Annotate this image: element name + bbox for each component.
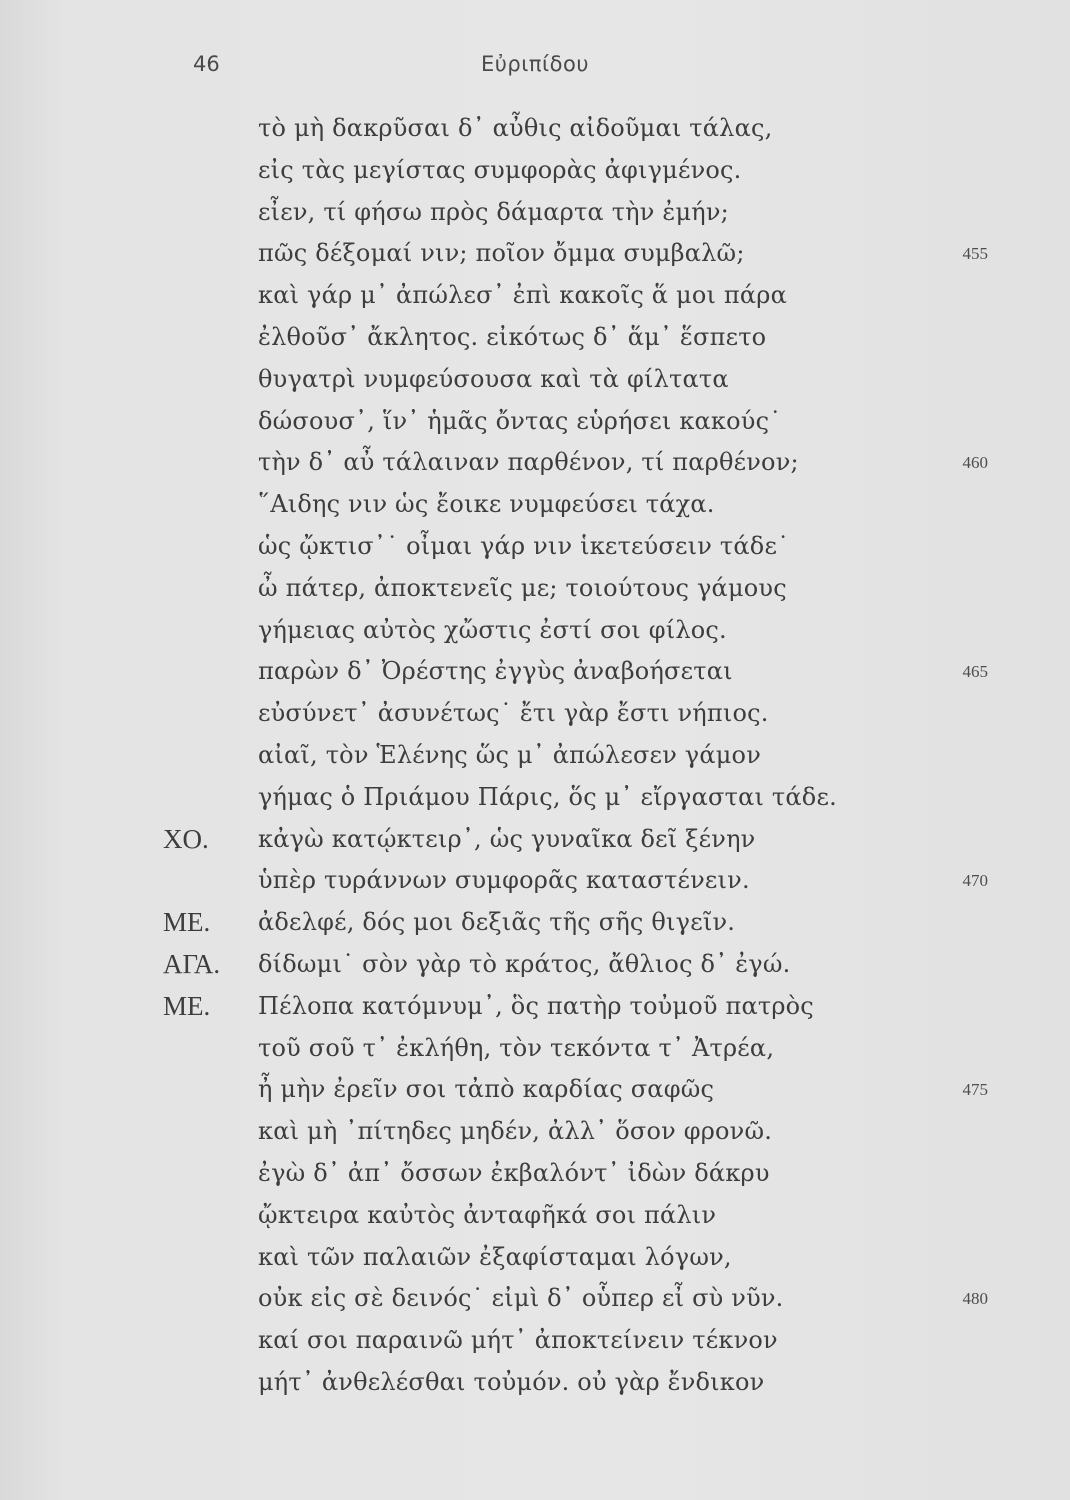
verse-line (0, 233, 1070, 275)
verse-line (0, 1028, 1070, 1070)
verse-text: ἦ μὴν ἐρεῖν σοι τἀπὸ καρδίας σαφῶς (258, 1075, 715, 1104)
verse-line (0, 1195, 1070, 1237)
verse-text: γήμας ὁ Πριάμου Πάρις, ὅς μ᾽ εἴργασται τάδε. (258, 782, 837, 811)
verse-line (0, 777, 1070, 819)
verse-line (0, 860, 1070, 902)
verse-text: τὴν δ᾽ αὖ τάλαιναν παρθένον, τί παρθένον; (258, 448, 799, 477)
verse-text: καί σοι παραινῶ μήτ᾽ ἀποκτείνειν τέκνον (258, 1326, 778, 1355)
verse-text: ᾤκτειρα καὐτὸς ἀνταφῆκά σοι πάλιν (258, 1200, 717, 1229)
verse-block (0, 108, 1070, 1404)
verse-text: γήμειας αὐτὸς χὤστις ἐστί σοι φίλος. (258, 615, 727, 644)
verse-text: δώσουσ᾽, ἵν᾽ ἡμᾶς ὄντας εὑρήσει κακούς˙ (258, 406, 782, 435)
verse-text: ὦ πάτερ, ἀποκτενεῖς με; τοιούτους γάμους (258, 573, 787, 602)
speaker-label: ΑΓΑ. (163, 948, 221, 979)
verse-line (0, 275, 1070, 317)
verse-text: εὐσύνετ᾽ ἀσυνέτως˙ ἔτι γὰρ ἔστι νήπιος. (258, 699, 769, 728)
running-title: Εὐριπίδου (481, 52, 589, 76)
verse-line (0, 610, 1070, 652)
line-number: 475 (962, 1080, 988, 1100)
verse-line (0, 1237, 1070, 1279)
speaker-label: ΜΕ. (163, 990, 211, 1021)
verse-line (0, 484, 1070, 526)
verse-text: παρὼν δ᾽ Ὀρέστης ἐγγὺς ἀναβοήσεται (258, 657, 733, 686)
verse-text: καὶ μὴ ᾽πίτηδες μηδέν, ἀλλ᾽ ὅσον φρονῶ. (258, 1117, 773, 1146)
line-number: 465 (962, 662, 988, 682)
verse-text: εἶεν, τί φήσω πρὸς δάμαρτα τὴν ἐμήν; (258, 197, 729, 226)
verse-line (0, 651, 1070, 693)
verse-line (0, 192, 1070, 234)
verse-text: εἰς τὰς μεγίστας συμφορὰς ἀφιγμένος. (258, 155, 742, 184)
verse-text: τὸ μὴ δακρῦσαι δ᾽ αὖθις αἰδοῦμαι τάλας, (258, 114, 773, 142)
verse-text: οὐκ εἰς σὲ δεινός˙ εἰμὶ δ᾽ οὗπερ εἶ σὺ νῦν. (258, 1284, 784, 1313)
verse-text: θυγατρὶ νυμφεύσουσα καὶ τὰ φίλτατα (258, 364, 729, 393)
verse-text: ἐγὼ δ᾽ ἀπ᾽ ὄσσων ἐκβαλόντ᾽ ἰδὼν δάκρυ (258, 1158, 770, 1187)
line-number: 470 (962, 871, 988, 891)
speaker-label: ΧΟ. (163, 823, 209, 854)
verse-text: ἐλθοῦσ᾽ ἄκλητος. εἰκότως δ᾽ ἅμ᾽ ἕσπετο (258, 322, 767, 351)
verse-text: πῶς δέξομαί νιν; ποῖον ὄμμα συμβαλῶ; (258, 239, 745, 268)
verse-line (0, 317, 1070, 359)
line-number: 480 (962, 1289, 988, 1309)
verse-text: ὡς ᾤκτισ᾽˙ οἶμαι γάρ νιν ἱκετεύσειν τάδε˙ (258, 531, 790, 560)
verse-text: ὑπὲρ τυράννων συμφορᾶς καταστένειν. (258, 866, 750, 895)
verse-line (0, 108, 1070, 150)
verse-line (0, 986, 1070, 1028)
verse-line (0, 526, 1070, 568)
verse-line (0, 819, 1070, 861)
verse-line (0, 1069, 1070, 1111)
verse-text: δίδωμι˙ σὸν γὰρ τὸ κράτος, ἄθλιος δ᾽ ἐγώ. (258, 949, 791, 978)
page-header (0, 48, 1070, 88)
verse-line (0, 1278, 1070, 1320)
verse-text: τοῦ σοῦ τ᾽ ἐκλήθη, τὸν τεκόντα τ᾽ Ἀτρέα, (258, 1033, 775, 1062)
verse-text: κἀγὼ κατῴκτειρ᾽, ὡς γυναῖκα δεῖ ξένην (258, 824, 756, 853)
verse-line (0, 1111, 1070, 1153)
verse-text: καὶ γάρ μ᾽ ἀπώλεσ᾽ ἐπὶ κακοῖς ἅ μοι πάρα (258, 281, 788, 310)
verse-line (0, 568, 1070, 610)
verse-text: ἀδελφέ, δός μοι δεξιᾶς τῆς σῆς θιγεῖν. (258, 908, 736, 937)
line-number: 460 (962, 453, 988, 473)
verse-text: ῞Αιδης νιν ὡς ἔοικε νυμφεύσει τάχα. (258, 490, 715, 519)
page-number: 46 (193, 52, 220, 76)
verse-line (0, 693, 1070, 735)
verse-line (0, 359, 1070, 401)
verse-line (0, 1153, 1070, 1195)
verse-line (0, 944, 1070, 986)
verse-line (0, 1362, 1070, 1404)
verse-text: Πέλοπα κατόμνυμ᾽, ὃς πατὴρ τοὐμοῦ πατρὸς (258, 991, 814, 1020)
speaker-label: ΜΕ. (163, 907, 211, 938)
verse-line (0, 150, 1070, 192)
verse-line (0, 442, 1070, 484)
line-number: 455 (962, 244, 988, 264)
verse-text: αἰαῖ, τὸν Ἑλένης ὥς μ᾽ ἀπώλεσεν γάμον (258, 740, 761, 769)
verse-line (0, 735, 1070, 777)
verse-line (0, 401, 1070, 443)
verse-line (0, 1320, 1070, 1362)
verse-line (0, 902, 1070, 944)
verse-text: μήτ᾽ ἀνθελέσθαι τοὐμόν. οὐ γὰρ ἔνδικον (258, 1367, 765, 1396)
verse-text: καὶ τῶν παλαιῶν ἐξαφίσταμαι λόγων, (258, 1242, 732, 1271)
